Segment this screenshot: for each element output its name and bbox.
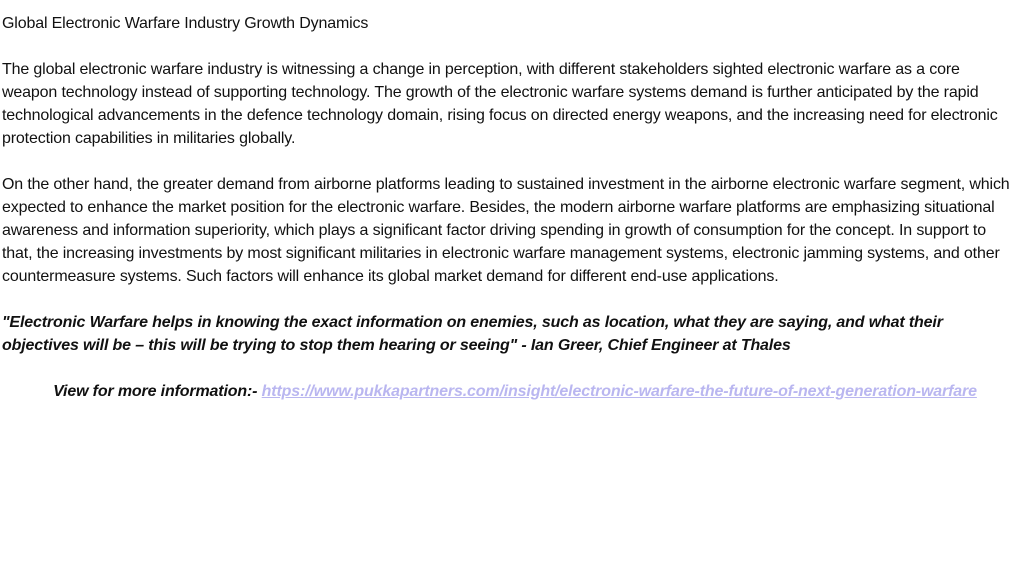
more-info-label: View for more information:- bbox=[53, 383, 262, 400]
quote: "Electronic Warfare helps in knowing the exact information on enemies, such as location, what they are saying, and what their objectives will be – this will be trying to stop them hearing or seeing" - Ian Greer, Chief Engineer at Thales bbox=[2, 314, 943, 354]
paragraph-2: On the other hand, the greater demand from airborne platforms leading to sustained investment in the airborne electronic warfare segment, which expected to enhance the market position for the electronic warfare. Besides, the modern airborne warfare platforms are emphasizing situational awareness and information superiority, which plays a significant factor driving spending in growth of consumption for the concept. In support to that, the increasing investments by most significant militaries in electronic warfare management systems, electronic jamming systems, and other countermeasure systems. Such factors will enhance its global market demand for different end-use applications. bbox=[2, 176, 1010, 285]
more-info-link[interactable]: https://www.pukkapartners.com/insight/electronic-warfare-the-future-of-next-generation-warfare bbox=[261, 383, 977, 400]
page-title: Global Electronic Warfare Industry Growth Dynamics bbox=[2, 15, 369, 32]
more-info bbox=[2, 380, 1016, 403]
paragraph-1: The global electronic warfare industry is witnessing a change in perception, with different stakeholders sighted electronic warfare as a core weapon technology instead of supporting technology. The growth of the electronic warfare systems demand is further anticipated by the rapid technological advancements in the defence technology domain, rising focus on directed energy weapons, and the increasing need for electronic protection capabilities in militaries globally. bbox=[2, 61, 998, 147]
